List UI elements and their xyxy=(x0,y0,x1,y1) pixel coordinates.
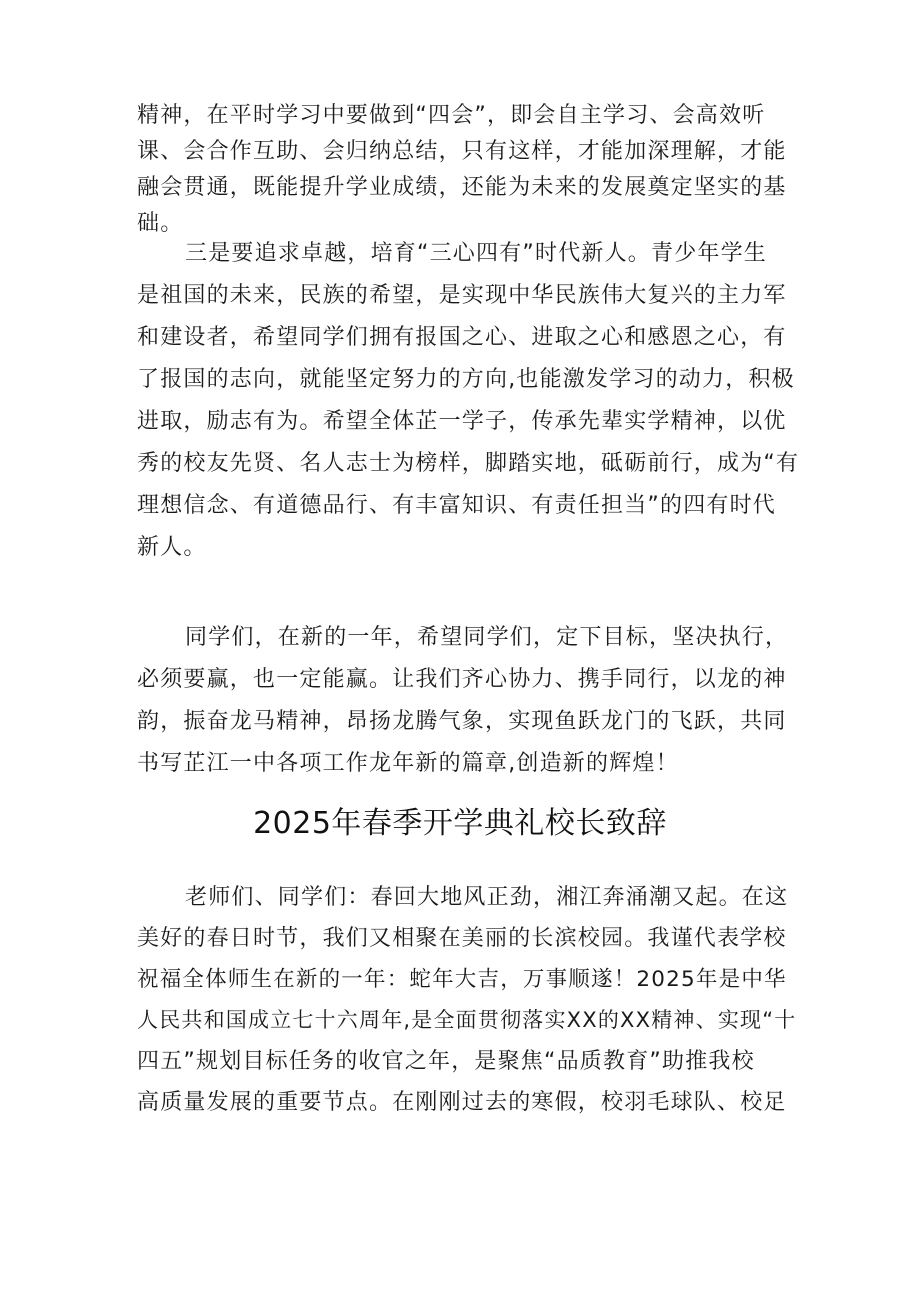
text-line: 必须要赢，也一定能赢。让我们齐心协力、携手同行，以龙的神 xyxy=(137,667,787,692)
text-line: 课、会合作互助、会归纳总结，只有这样，才能加深理解，才能 xyxy=(137,139,787,164)
paragraph-study-methods xyxy=(137,98,799,242)
paragraph-speech-opening xyxy=(137,877,799,1123)
text-line: 了报国的志向，就能坚定努力的方向,也能激发学习的动力，积极 xyxy=(137,367,795,392)
text-line: 书写芷江一中各项工作龙年新的篇章,创造新的辉煌！ xyxy=(137,751,679,776)
text-line: 和建设者，希望同学们拥有报国之心、进取之心和感恩之心，有 xyxy=(137,325,787,350)
text-line: 老师们、同学们：春回大地风正劲，湘江奔涌潮又起。在这 xyxy=(185,885,789,910)
text-line: 精神，在平时学习中要做到“四会”，即会自主学习、会高效听 xyxy=(137,103,766,128)
text-line: 祝福全体师生在新的一年：蛇年大吉，万事顺遂！2025年是中华 xyxy=(137,967,787,992)
text-line: 础。 xyxy=(137,211,184,236)
text-line: 韵，振奋龙马精神，昂扬龙腾气象，实现鱼跃龙门的飞跃，共同 xyxy=(137,709,787,734)
text-line: 新人。 xyxy=(137,535,207,560)
paragraph-closing xyxy=(137,617,799,785)
paragraph-pursue-excellence xyxy=(137,233,799,569)
text-line: 同学们，在新的一年，希望同学们，定下目标，坚决执行， xyxy=(185,625,789,650)
text-line: 理想信念、有道德品行、有丰富知识、有责任担当”的四有时代 xyxy=(137,493,776,518)
text-line: 美好的春日时节，我们又相聚在美丽的长滨校园。我谨代表学校 xyxy=(137,926,787,951)
text-line: 秀的校友先贤、名人志士为榜样，脚踏实地，砥砺前行，成为“有 xyxy=(137,451,800,476)
speech-title: 2025年春季开学典礼校长致辞 xyxy=(253,806,667,841)
text-line: 四五”规划目标任务的收官之年，是聚焦“品质教育”助推我校 xyxy=(137,1049,755,1074)
text-line: 人民共和国成立七十六周年,是全面贯彻落实XX的XX精神、实现“十 xyxy=(137,1008,797,1032)
text-line: 进取，励志有为。希望全体芷一学子，传承先辈实学精神，以优 xyxy=(137,409,787,434)
text-line: 融会贯通，既能提升学业成绩，还能为未来的发展奠定坚实的基 xyxy=(137,175,787,200)
text-line: 高质量发展的重要节点。在刚刚过去的寒假，校羽毛球队、校足 xyxy=(137,1090,787,1115)
text-line: 是祖国的未来，民族的希望，是实现中华民族伟大复兴的主力军 xyxy=(137,283,787,308)
text-line: 三是要追求卓越，培育“三心四有”时代新人。青少年学生 xyxy=(185,241,767,266)
